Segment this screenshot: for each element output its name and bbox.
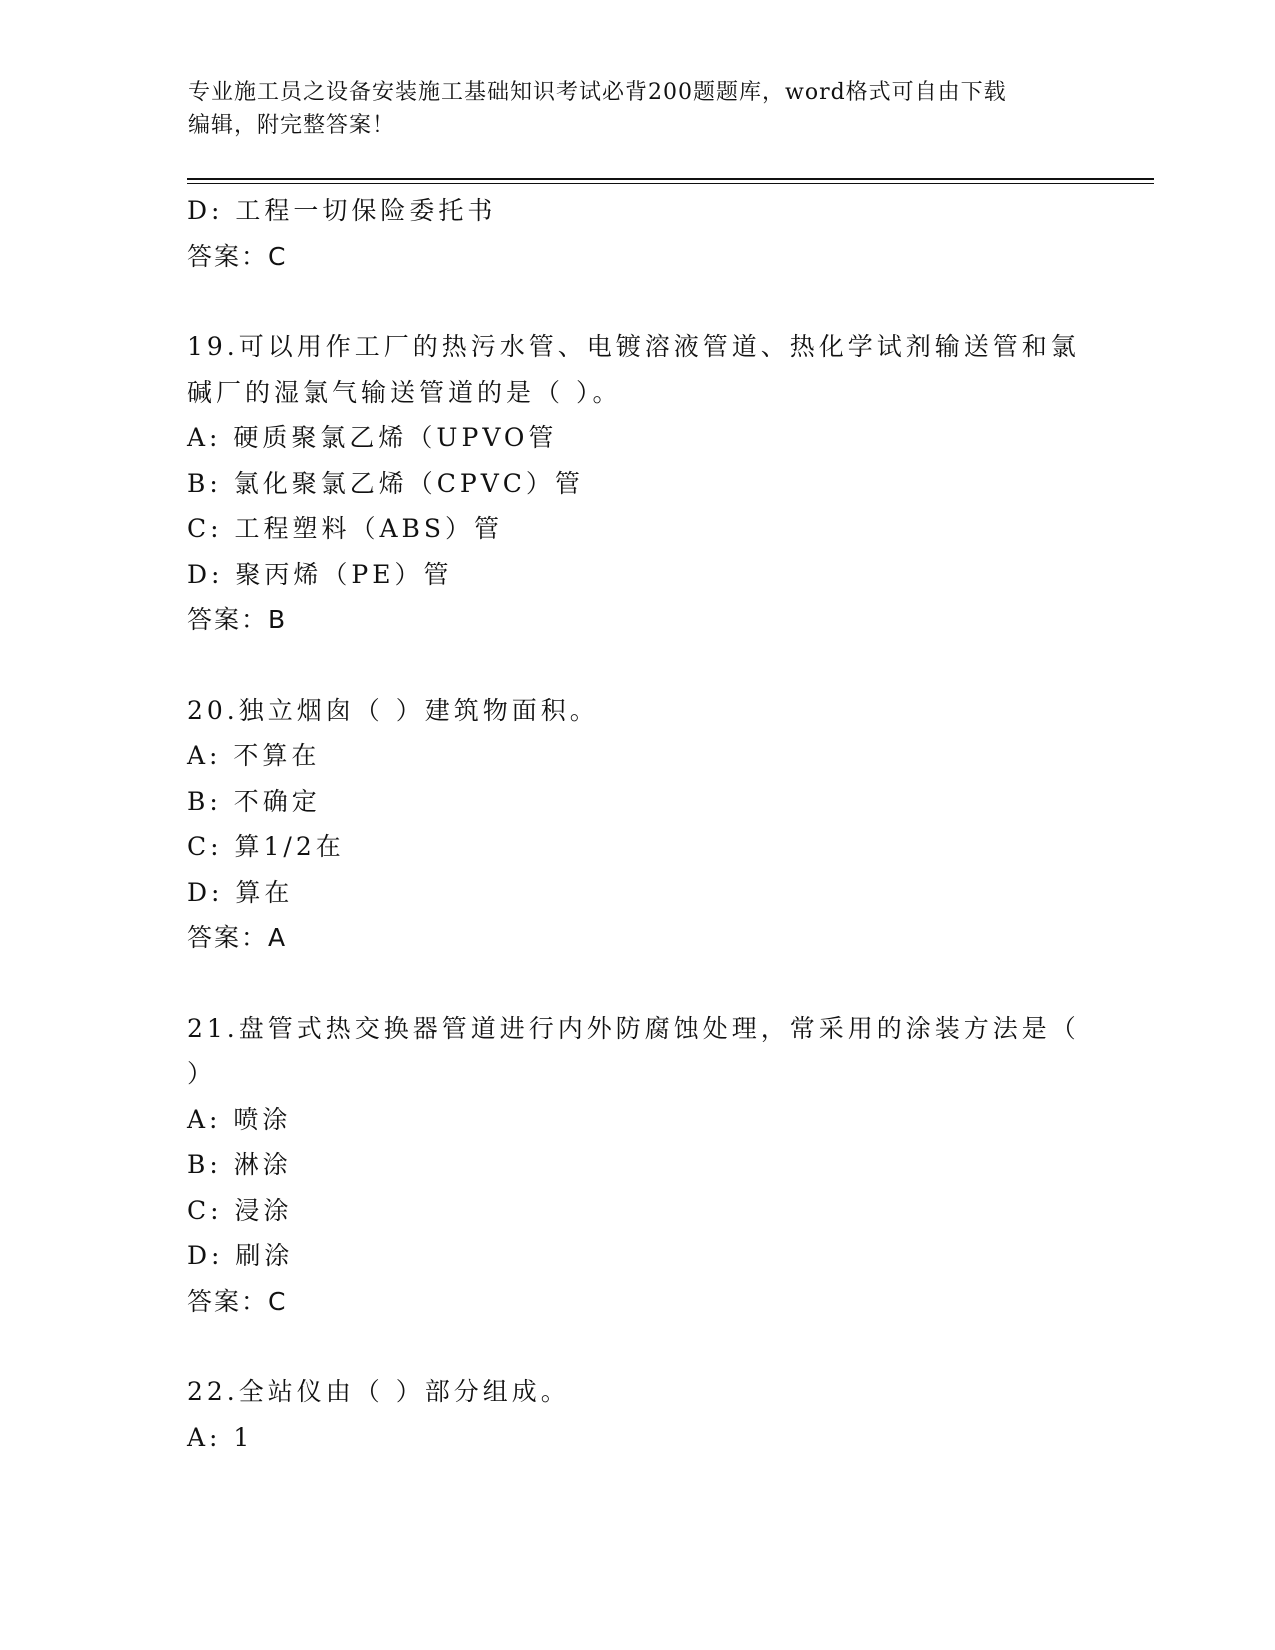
option-d: D: 算在: [187, 877, 294, 907]
option-b: B: 不确定: [187, 786, 321, 816]
option-a: A: 硬质聚氯乙烯（UPVO管: [187, 423, 558, 452]
header-line-1: 专业施工员之设备安装施工基础知识考试必背200题题库，word格式可自由下载: [188, 80, 1007, 105]
option-d: D: 刷涂: [187, 1241, 294, 1270]
header-divider-thin: [187, 183, 1154, 184]
question-text-continued: ）: [187, 1059, 217, 1088]
document-header: [188, 76, 1088, 142]
option-d: D: 工程一切保险委托书: [187, 196, 497, 225]
answer-line: 答案：C: [187, 241, 288, 271]
header-divider-thick: [187, 178, 1154, 180]
option-a: A: 不算在: [187, 741, 321, 770]
question-21: [187, 1006, 1087, 1325]
question-19: [187, 324, 1087, 643]
question-text-continued: 碱厂的湿氯气输送管道的是（ ）。: [187, 377, 622, 407]
question-20: [187, 688, 1087, 961]
option-c: C: 算1/2在: [187, 832, 345, 861]
answer-line: 答案：B: [187, 605, 288, 634]
option-d: D: 聚丙烯（PE）管: [187, 559, 453, 589]
question-22: [187, 1369, 1087, 1460]
question-text: 21.盘管式热交换器管道进行内外防腐蚀处理，常采用的涂装方法是（: [187, 1013, 1080, 1043]
option-c: C: 浸涂: [187, 1195, 293, 1225]
question-18-tail: [187, 188, 1087, 279]
option-b: B: 氯化聚氯乙烯（CPVC）管: [187, 468, 584, 498]
question-text: 19.可以用作工厂的热污水管、电镀溶液管道、热化学试剂输送管和氯: [187, 332, 1080, 361]
header-line-2: 编辑，附完整答案！: [188, 113, 396, 138]
option-a: A: 1: [187, 1422, 254, 1452]
answer-line: 答案：A: [187, 923, 288, 952]
question-content: [187, 188, 1087, 1460]
option-c: C: 工程塑料（ABS）管: [187, 514, 504, 543]
question-text: 20.独立烟囱（ ）建筑物面积。: [187, 695, 599, 725]
option-a: A: 喷涂: [187, 1104, 292, 1134]
question-text: 22.全站仪由（ ）部分组成。: [187, 1377, 570, 1406]
option-b: B: 淋涂: [187, 1150, 292, 1179]
answer-line: 答案：C: [187, 1286, 288, 1316]
